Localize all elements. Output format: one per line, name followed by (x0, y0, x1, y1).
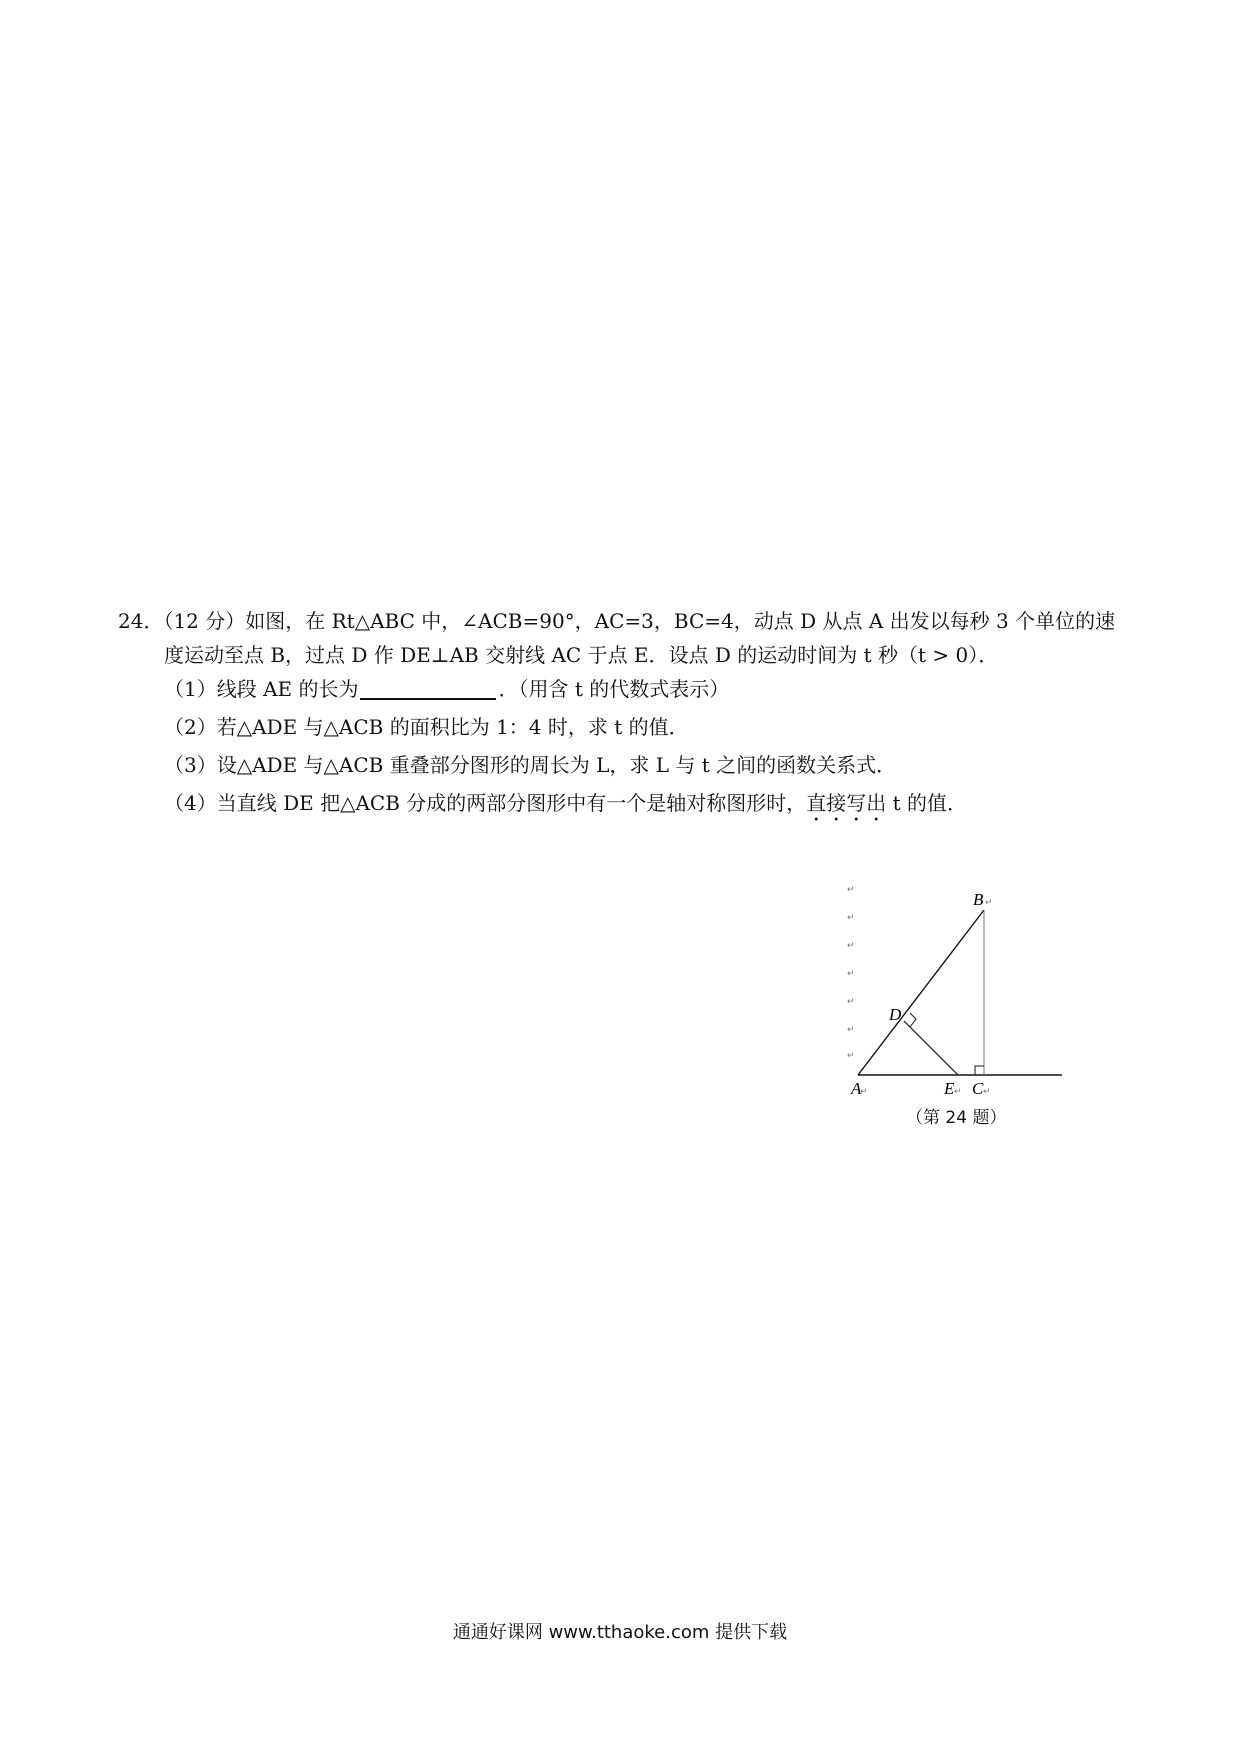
svg-text:↵: ↵ (847, 1025, 855, 1035)
right-angle-mark-d (910, 1013, 916, 1027)
paragraph-marks (847, 885, 855, 1061)
svg-text:↵: ↵ (847, 1051, 855, 1061)
question-4-prefix: （4）当直线 DE 把△ACB 分成的两部分图形中有一个是轴对称图形时， (164, 791, 807, 815)
label-a: A (851, 1079, 862, 1098)
svg-text:↵: ↵ (985, 898, 993, 908)
question-4 (118, 786, 1128, 826)
question-2: （2）若△ADE 与△ACB 的面积比为 1：4 时，求 t 的值． (164, 715, 689, 739)
label-c: C (972, 1079, 984, 1098)
svg-text:↵: ↵ (983, 1087, 991, 1097)
question-4-emphasis: 直接写出 (806, 791, 887, 815)
problem-number: 24． (118, 609, 164, 633)
svg-text:↵: ↵ (847, 997, 855, 1007)
problem-statement-line-2: 度运动至点 B，过点 D 作 DE⊥AB 交射线 AC 于点 E．设点 D 的运动时间为 t 秒（t > 0）． (164, 643, 999, 667)
problem-statement-line-1 (118, 604, 1128, 638)
svg-text:↵: ↵ (847, 885, 855, 895)
svg-text:↵: ↵ (847, 969, 855, 979)
right-angle-mark-c (975, 1066, 984, 1075)
problem-text-1: （12 分）如图，在 Rt△ABC 中，∠ACB=90°，AC=3，BC=4，动点 D 从点 A 出发以每秒 3 个单位的速 (163, 609, 1116, 633)
svg-text:↵: ↵ (847, 913, 855, 923)
label-b: B (973, 890, 984, 909)
svg-text:↵: ↵ (954, 1087, 962, 1097)
label-d: D (889, 1005, 902, 1024)
svg-text:↵: ↵ (847, 941, 855, 951)
figure-caption: （第 24 题） (906, 1108, 1007, 1128)
svg-text:↵: ↵ (860, 1087, 868, 1097)
question-4-suffix: t 的值． (886, 791, 968, 815)
problem-24 (118, 604, 1128, 826)
label-e: E (944, 1079, 955, 1098)
question-1 (118, 672, 1128, 706)
question-1-suffix: ．（用含 t 的代数式表示） (498, 677, 730, 701)
question-3: （3）设△ADE 与△ACB 重叠部分图形的周长为 L，求 L 与 t 之间的函数关系式． (164, 753, 897, 777)
question-1-prefix: （1）线段 AE 的长为 (164, 677, 359, 701)
answer-blank (360, 676, 496, 700)
footer-text: 通通好课网 www.tthaoke.com 提供下载 (452, 1622, 788, 1643)
segment-ab (858, 910, 984, 1075)
segment-de (904, 1021, 958, 1075)
